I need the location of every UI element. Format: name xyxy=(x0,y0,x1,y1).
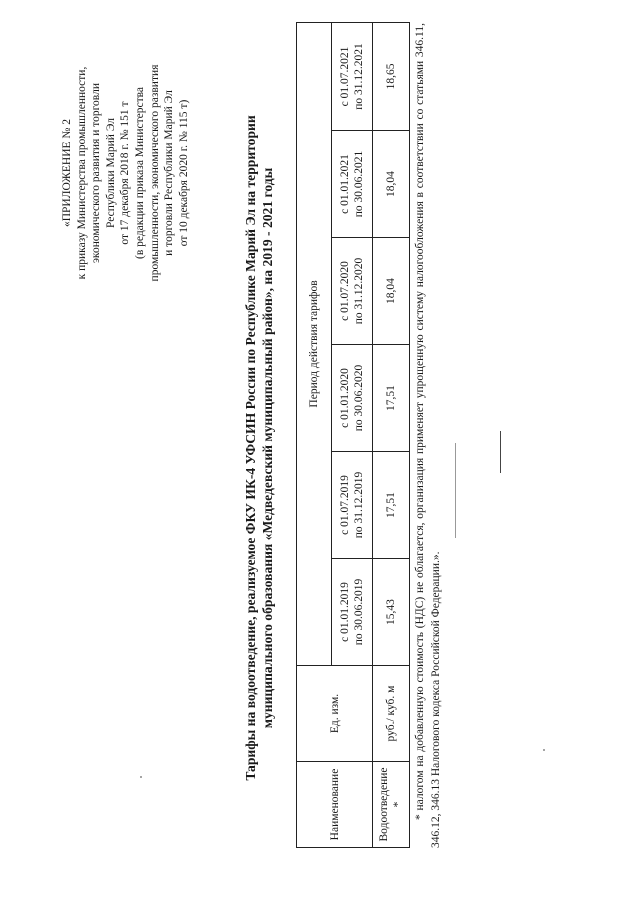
appendix-line: к приказу Министерства промышленности, xyxy=(75,66,88,280)
separator-line xyxy=(500,431,501,473)
appendix-line: (в редакции приказа Министерства xyxy=(133,87,146,260)
appendix-line: Республики Марий Эл xyxy=(104,118,117,229)
scan-speck xyxy=(140,776,142,778)
period-from: с 01.01.2020 xyxy=(339,368,351,428)
period-to: по 30.06.2021 xyxy=(353,150,365,218)
appendix-line: от 10 декабря 2020 г. № 115 т) xyxy=(177,99,190,247)
period-cell xyxy=(332,131,373,238)
tariff-value: 15,43 xyxy=(373,559,410,666)
row-unit: руб./ куб. м xyxy=(373,666,410,762)
appendix-line: экономического развития и торговли xyxy=(90,83,103,263)
tariff-table xyxy=(296,22,410,848)
period-from: с 01.01.2019 xyxy=(339,582,351,642)
tariff-value: 18,04 xyxy=(373,131,410,238)
appendix-line: от 17 декабря 2018 г. № 151 т xyxy=(119,101,132,245)
period-to: по 30.06.2019 xyxy=(353,578,365,646)
period-to: по 31.12.2019 xyxy=(353,471,365,539)
header-unit: Ед. изм. xyxy=(297,666,373,762)
header-name: Наименование xyxy=(297,762,373,848)
period-cell xyxy=(332,238,373,345)
table-header-row xyxy=(297,22,332,847)
table-row xyxy=(373,22,410,847)
title-line-1: Тарифы на водоотведение, реализуемое ФКУ ИК-4 УФСИН России по Республике Марий Эл на территории xyxy=(243,115,258,781)
document-title xyxy=(242,48,276,848)
period-from: с 01.07.2020 xyxy=(339,261,351,321)
title-line-2: муниципального образования «Медведевский муниципальный район», на 2019 - 2021 годы xyxy=(260,167,275,729)
period-from: с 01.07.2021 xyxy=(339,46,351,107)
period-cell xyxy=(332,452,373,559)
period-from: с 01.01.2021 xyxy=(339,154,351,214)
period-from: с 01.07.2019 xyxy=(339,475,351,535)
period-to: по 31.12.2021 xyxy=(353,43,365,110)
period-to: по 31.12.2020 xyxy=(353,257,365,325)
period-cell xyxy=(332,22,373,130)
appendix-line: и торговли Республики Марий Эл xyxy=(163,90,176,256)
period-cell xyxy=(332,559,373,666)
separator-line-faint xyxy=(455,443,456,538)
scan-speck xyxy=(543,749,545,751)
tariff-value: 18,65 xyxy=(373,22,410,130)
appendix-line: промышленности, экономического развития xyxy=(148,64,161,282)
footnote: * налогом на добавленную стоимость (НДС) не облагается, организация применяет упрощенную систему налогообложения в соответствии со статьями 346.11, 346.12, 346.13 Налогового кодекса Российской Федерации.». xyxy=(414,23,442,848)
header-period: Период действия тарифов xyxy=(297,22,332,665)
row-name: Водоотведение * xyxy=(373,762,410,848)
appendix-line: «ПРИЛОЖЕНИЕ № 2 xyxy=(61,119,73,228)
tariff-value: 17,51 xyxy=(373,452,410,559)
tariff-value: 18,04 xyxy=(373,238,410,345)
period-cell xyxy=(332,345,373,452)
appendix-header xyxy=(60,43,191,303)
tariff-value: 17,51 xyxy=(373,345,410,452)
period-to: по 30.06.2020 xyxy=(353,364,365,432)
